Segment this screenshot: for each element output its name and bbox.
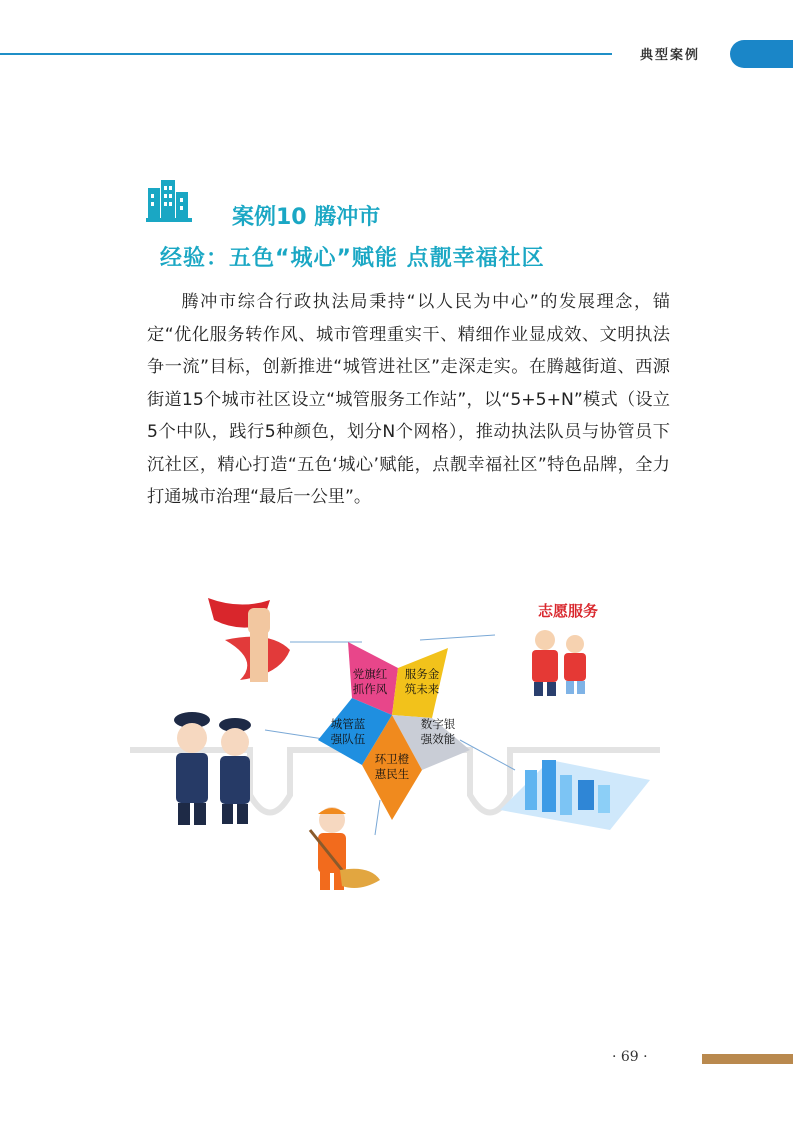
petal-label: 强效能 <box>420 732 456 746</box>
building-icon <box>146 178 192 222</box>
sanitation-worker-illustration <box>310 807 380 890</box>
header-rule <box>0 53 612 55</box>
case-subtitle: 经验：五色“城心”赋能 点靓幸福社区 <box>160 246 545 271</box>
five-color-diagram <box>130 580 660 900</box>
petal-label: 筑未来 <box>404 682 440 696</box>
fist-flag-illustration <box>208 598 290 682</box>
connector-line <box>420 635 495 640</box>
page-number: · 69 · <box>612 1049 648 1065</box>
petal-label: 党旗红 <box>352 667 388 681</box>
footer-bar <box>702 1054 793 1064</box>
officers-illustration <box>174 712 251 825</box>
header-tab <box>730 40 793 68</box>
volunteers-illustration <box>532 602 598 696</box>
petal-label: 数字银 <box>420 717 456 731</box>
volunteer-banner-text: 志愿服务 <box>538 602 599 620</box>
petal-label: 环卫橙 <box>374 752 410 766</box>
petal-label: 惠民生 <box>374 767 410 781</box>
digital-city-illustration <box>500 760 650 830</box>
connector-line <box>375 800 380 835</box>
petal-label: 强队伍 <box>330 732 366 746</box>
petal-label: 城管蓝 <box>330 717 366 731</box>
petal-label: 抓作风 <box>352 682 388 696</box>
case-title: 案例10 腾冲市 <box>232 205 381 230</box>
body-paragraph: 腾冲市综合行政执法局秉持“以人民为中心”的发展理念，锚定“优化服务转作风、城市管理重实干、精细作业显成效、文明执法争一流”目标，创新推进“城管进社区”走深走实。在腾越街道、西源街道15个城市社区设立“城管服务工作站”，以“5+5+N”模式（设立5个中队，践行5种颜色，划分N个网格），推动执法队员与协管员下沉社区，精心打造“五色‘城心’赋能，点靓幸福社区”特色品牌，全力打通城市治理“最后一公里”。 <box>147 292 670 507</box>
section-label: 典型案例 <box>640 48 701 63</box>
petal-label: 服务金 <box>404 667 440 681</box>
